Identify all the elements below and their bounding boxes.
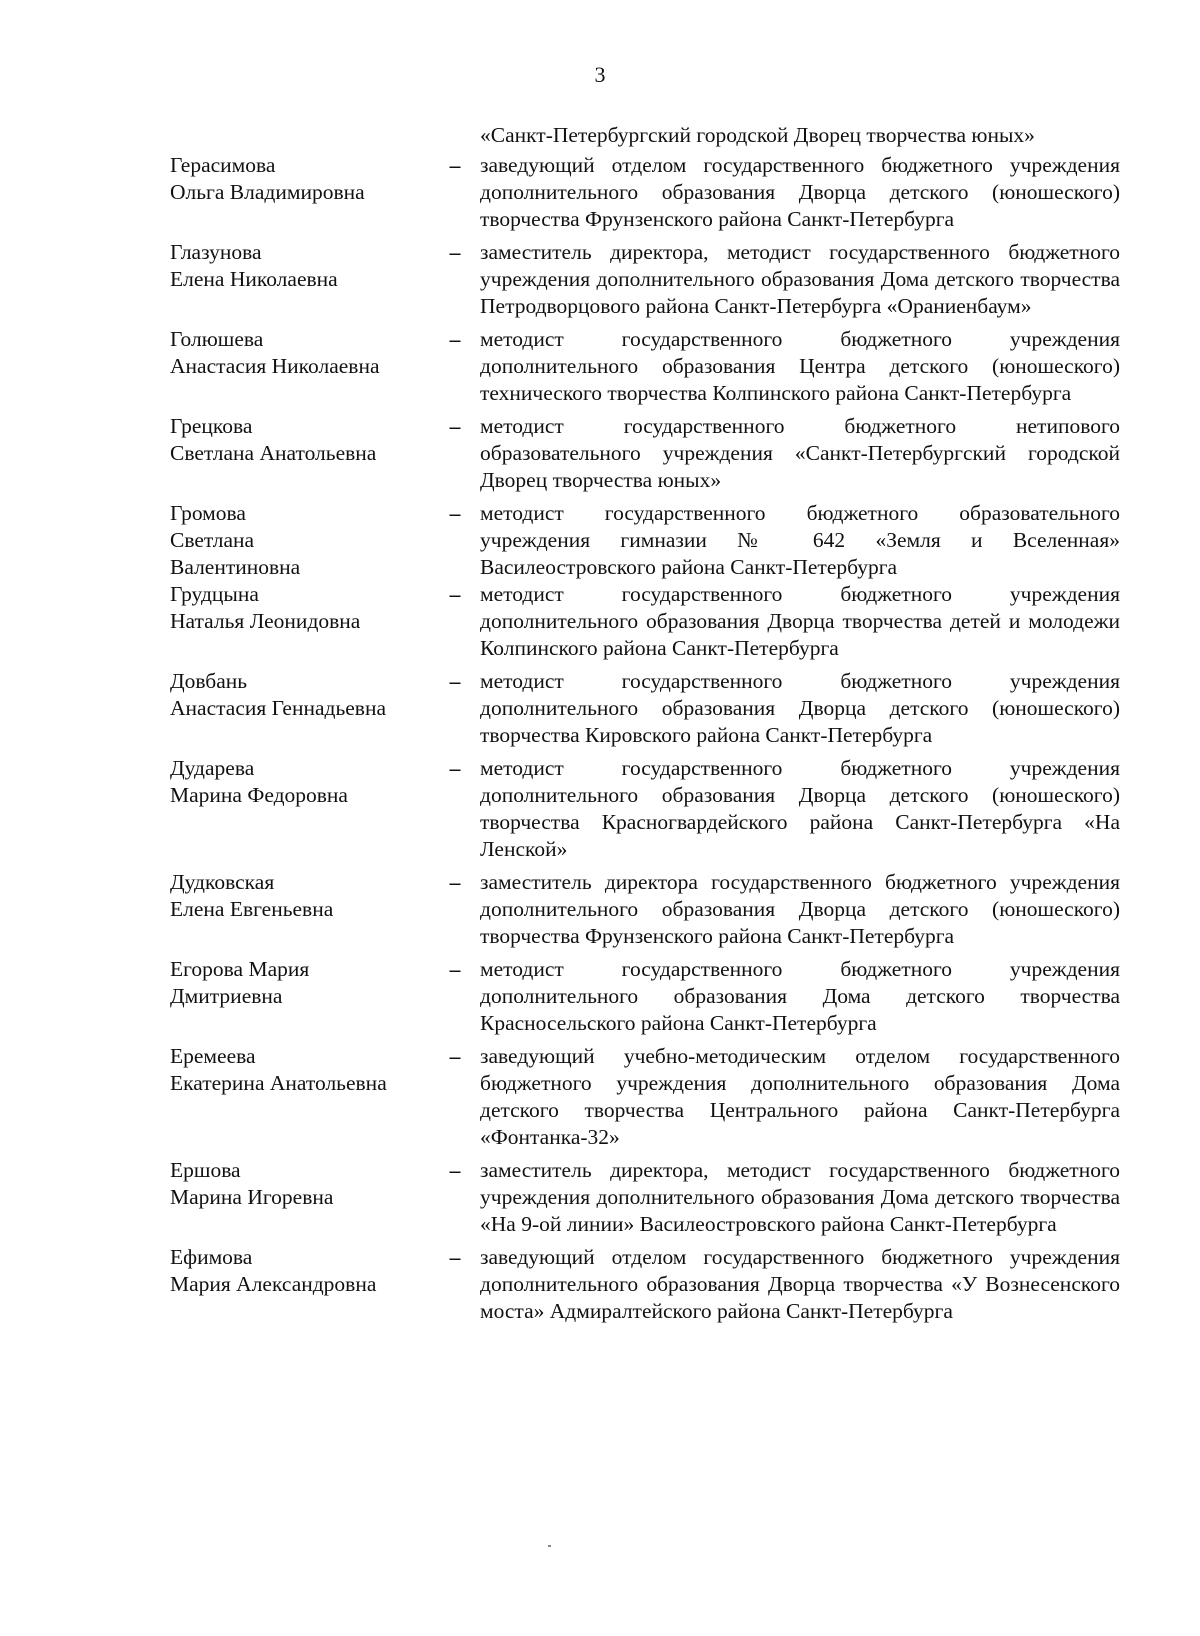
dash-separator: – [449,582,461,606]
person-name [170,413,430,467]
list-item [170,755,1120,863]
given-name: Екатерина Анатольевна [170,1071,387,1095]
continuation-text: «Санкт-Петербургский городской Дворец творчества юных» [480,123,1035,147]
list-item [170,239,1120,320]
position-description: методист государственного бюджетного учреждения дополнительного образования Дворца детского (юношеского) творчества Кировского района Санкт-Петербурга [480,669,1120,747]
person-name [170,869,430,923]
surname: Глазунова [170,240,262,264]
surname: Егорова Мария [170,957,310,981]
position-description: заведующий отделом государственного бюджетного учреждения дополнительного образования Дворца творчества «У Вознесенского моста» Адмиралтейского района Санкт-Петербурга [480,1245,1120,1323]
position-description: методист государственного бюджетного учреждения дополнительного образования Дома детского творчества Красносельского района Санкт-Петербурга [480,957,1120,1035]
surname: Еремеева [170,1044,256,1068]
surname: Довбань [170,669,248,693]
person-name [170,500,430,581]
given-name: Марина Федоровна [170,783,348,807]
list-item [170,581,1120,662]
list-item [170,413,1120,494]
dash-separator: – [449,240,461,264]
list-item [170,668,1120,749]
page-number: 3 [594,62,606,87]
person-name [170,1043,430,1097]
dash-separator: – [449,669,461,693]
surname: Грецкова [170,414,253,438]
position-description: заместитель директора, методист государственного бюджетного учреждения дополнительного образования Дома детского творчества «На 9-ой линии» Василеостровского района Санкт-Петербурга [480,1158,1120,1236]
dash-separator: – [449,153,461,177]
scan-speck [548,1545,551,1547]
surname: Ершова [170,1158,241,1182]
given-name: Светлана Анатольевна [170,441,377,465]
dash-separator: – [449,327,461,351]
surname: Ефимова [170,1245,253,1269]
given-name: Ольга Владимировна [170,180,365,204]
person-name [170,755,430,809]
person-name [170,581,430,635]
given-name: Мария Александровна [170,1272,377,1296]
surname: Герасимова [170,153,276,177]
surname: Голюшева [170,327,264,351]
given-name: Анастасия Николаевна [170,354,380,378]
given-name: Дмитриевна [170,984,283,1008]
staff-list [170,152,1120,1331]
list-item [170,1157,1120,1238]
person-name [170,152,430,206]
dash-separator: – [449,501,461,525]
list-item [170,326,1120,407]
dash-separator: – [449,870,461,894]
person-name [170,239,430,293]
surname: Громова [170,501,246,525]
position-description: методист государственного бюджетного учреждения дополнительного образования Центра детского (юношеского) технического творчества Колпинского района Санкт-Петербурга [480,327,1120,405]
person-name [170,956,430,1010]
position-description: заведующий отделом государственного бюджетного учреждения дополнительного образования Дворца детского (юношеского) творчества Фрунзенского района Санкт-Петербурга [480,153,1120,231]
list-item [170,869,1120,950]
person-name [170,326,430,380]
list-item [170,152,1120,233]
dash-separator: – [449,756,461,780]
position-description: методист государственного бюджетного учреждения дополнительного образования Дворца детского (юношеского) творчества Красногвардейского района Санкт-Петербурга «На Ленской» [480,756,1120,861]
given-name: Наталья Леонидовна [170,609,361,633]
person-name [170,1244,430,1298]
dash-separator: – [449,957,461,981]
surname: Грудцына [170,582,259,606]
dash-separator: – [449,414,461,438]
position-description: заведующий учебно-методическим отделом государственного бюджетного учреждения дополнительного образования Дома детского творчества Центрального района Санкт-Петербурга «Фонтанка-32» [480,1044,1120,1149]
person-name [170,668,430,722]
dash-separator: – [449,1245,461,1269]
dash-separator: – [449,1044,461,1068]
list-item [170,1043,1120,1151]
given-name: Светлана [170,528,255,552]
given-name-line2: Валентиновна [170,555,301,579]
person-name [170,1157,430,1211]
position-description: методист государственного бюджетного учреждения дополнительного образования Дворца творчества детей и молодежи Колпинского района Санкт-Петербурга [480,582,1120,660]
position-description: заместитель директора, методист государственного бюджетного учреждения дополнительного образования Дома детского творчества Петродворцового района Санкт-Петербурга «Ораниенбаум» [480,240,1120,318]
surname: Дудковская [170,870,275,894]
given-name: Елена Евгеньевна [170,897,334,921]
position-description: заместитель директора государственного бюджетного учреждения дополнительного образования Дворца детского (юношеского) творчества Фрунзенского района Санкт-Петербурга [480,870,1120,948]
position-description: методист государственного бюджетного образовательного учреждения гимназии № 642 «Земля и Вселенная» Василеостровского района Санкт-Петербурга [480,501,1120,579]
list-item [170,1244,1120,1325]
surname: Дударева [170,756,255,780]
given-name: Марина Игоревна [170,1185,334,1209]
given-name: Елена Николаевна [170,267,338,291]
dash-separator: – [449,1158,461,1182]
position-description: методист государственного бюджетного нетипового образовательного учреждения «Санкт-Петербургский городской Дворец творчества юных» [480,414,1120,492]
list-item [170,956,1120,1037]
list-item [170,500,1120,581]
given-name: Анастасия Геннадьевна [170,696,387,720]
